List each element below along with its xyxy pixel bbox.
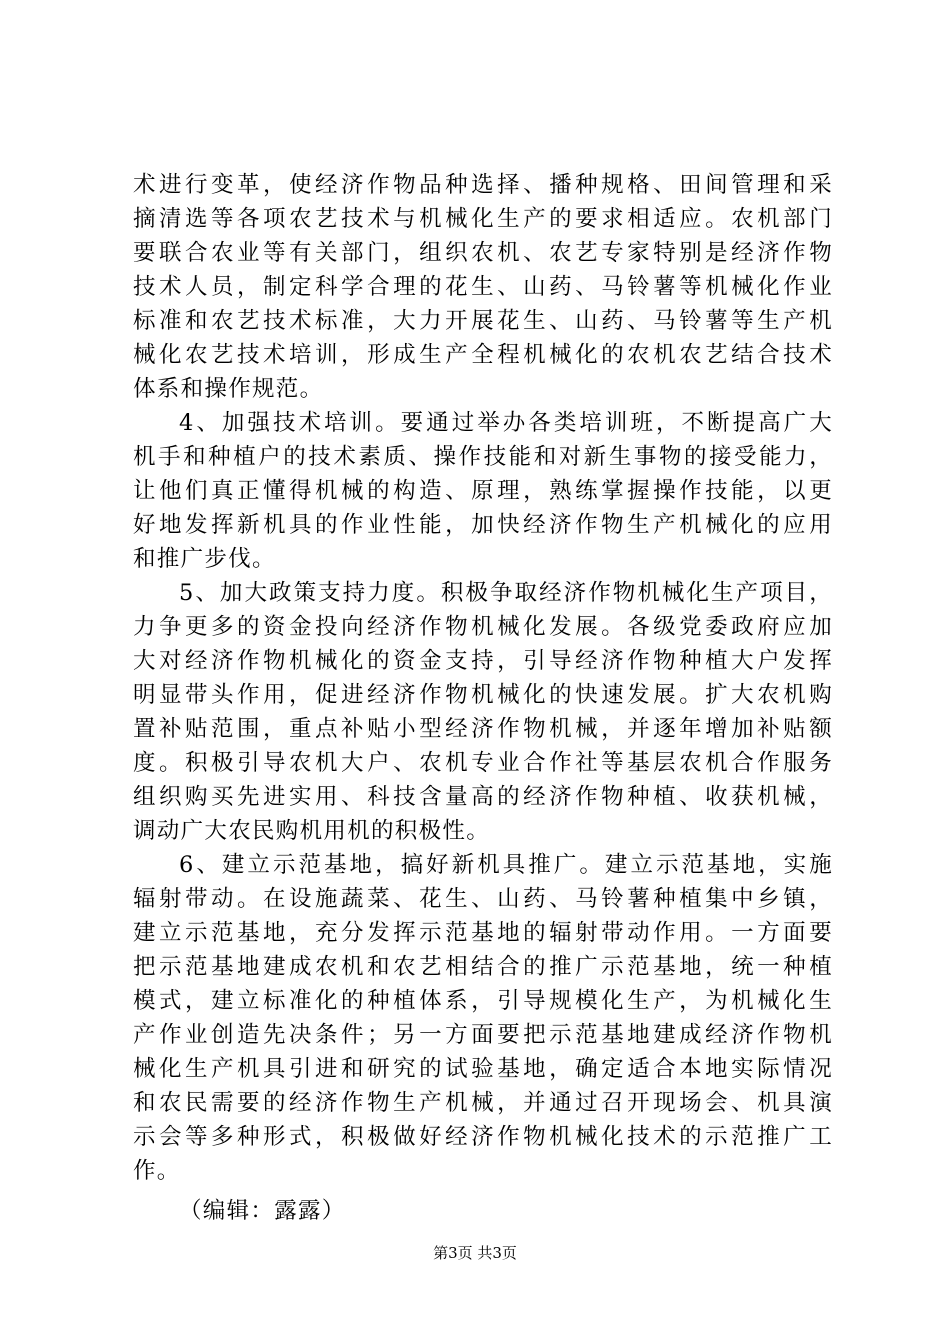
paragraph-line: 力争更多的资金投向经济作物机械化发展。各级党委政府应加 xyxy=(133,614,833,640)
paragraph-line: 技术人员，制定科学合理的花生、山药、马铃薯等机械化作业 xyxy=(133,274,833,300)
paragraph-line: 让他们真正懂得机械的构造、原理，熟练掌握操作技能，以更 xyxy=(133,478,833,504)
paragraph-line: 标准和农艺技术标准，大力开展花生、山药、马铃薯等生产机 xyxy=(133,308,833,334)
paragraph-line: 5、加大政策支持力度。积极争取经济作物机械化生产项目， xyxy=(179,580,833,606)
paragraph-line: 建立示范基地，充分发挥示范基地的辐射带动作用。一方面要 xyxy=(133,920,833,946)
paragraph-line: 示会等多种形式，积极做好经济作物机械化技术的示范推广工 xyxy=(133,1124,833,1150)
paragraph-line: 把示范基地建成农机和农艺相结合的推广示范基地，统一种植 xyxy=(133,954,833,980)
editor-credit: （编辑：露露） xyxy=(179,1198,346,1224)
paragraph-line: 6、建立示范基地，搞好新机具推广。建立示范基地，实施 xyxy=(179,852,833,878)
page-number: 第3页 共3页 xyxy=(433,1244,517,1262)
paragraph-line: 置补贴范围，重点补贴小型经济作物机械，并逐年增加补贴额 xyxy=(133,716,833,742)
paragraph-line: 作。 xyxy=(133,1158,181,1184)
paragraph-line: 体系和操作规范。 xyxy=(133,376,324,402)
paragraph-line: 度。积极引导农机大户、农机专业合作社等基层农机合作服务 xyxy=(133,750,833,776)
paragraph-line: 机手和种植户的技术素质、操作技能和对新生事物的接受能力， xyxy=(133,444,833,470)
paragraph-line: 模式，建立标准化的种植体系，引导规模化生产，为机械化生 xyxy=(133,988,833,1014)
paragraph-line: 产作业创造先决条件；另一方面要把示范基地建成经济作物机 xyxy=(133,1022,833,1048)
paragraph-line: 摘清选等各项农艺技术与机械化生产的要求相适应。农机部门 xyxy=(133,206,833,232)
paragraph-line: 辐射带动。在设施蔬菜、花生、山药、马铃薯种植集中乡镇， xyxy=(133,886,833,912)
paragraph-line: 械化农艺技术培训，形成生产全程机械化的农机农艺结合技术 xyxy=(133,342,833,368)
paragraph-line: 调动广大农民购机用机的积极性。 xyxy=(133,818,491,844)
paragraph-line: 大对经济作物机械化的资金支持，引导经济作物种植大户发挥 xyxy=(133,648,833,674)
paragraph-line: 好地发挥新机具的作业性能，加快经济作物生产机械化的应用 xyxy=(133,512,833,538)
paragraph-line: 明显带头作用，促进经济作物机械化的快速发展。扩大农机购 xyxy=(133,682,833,708)
paragraph-line: 要联合农业等有关部门，组织农机、农艺专家特别是经济作物 xyxy=(133,240,833,266)
page-footer xyxy=(0,1243,950,1263)
paragraph-line: 和农民需要的经济作物生产机械，并通过召开现场会、机具演 xyxy=(133,1090,833,1116)
paragraph-line: 组织购买先进实用、科技含量高的经济作物种植、收获机械， xyxy=(133,784,833,810)
paragraph-line: 和推广步伐。 xyxy=(133,546,276,572)
paragraph-line: 4、加强技术培训。要通过举办各类培训班，不断提高广大 xyxy=(179,410,833,436)
paragraph-line: 械化生产机具引进和研究的试验基地，确定适合本地实际情况 xyxy=(133,1056,833,1082)
paragraph-line: 术进行变革，使经济作物品种选择、播种规格、田间管理和采 xyxy=(133,172,833,198)
document-body xyxy=(133,168,833,1228)
